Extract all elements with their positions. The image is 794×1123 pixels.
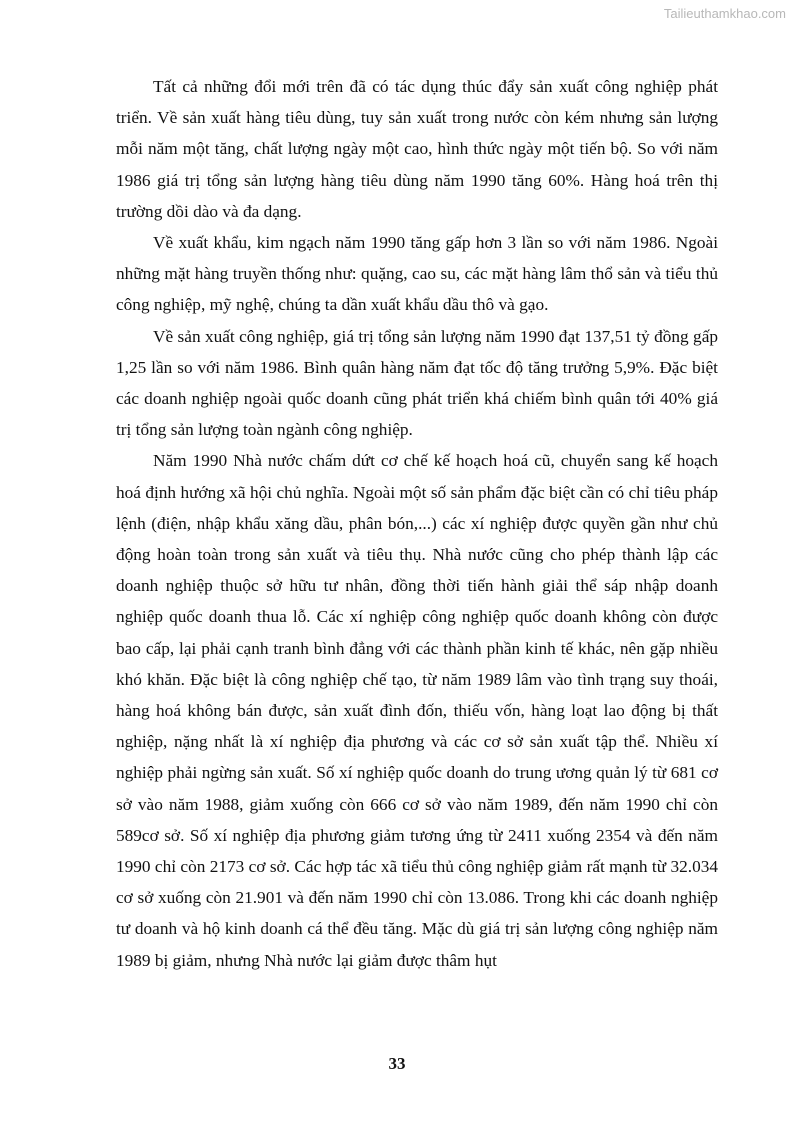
paragraph: Năm 1990 Nhà nước chấm dứt cơ chế kế hoạch hoá cũ, chuyển sang kế hoạch hoá định hướng xã hội chủ nghĩa. Ngoài một số sản phẩm đặc biệt cần có chỉ tiêu pháp lệnh (điện, nhập khẩu xăng dầu, phân bón,...) các xí nghiệp được quyền gần như chủ động hoàn toàn trong sản xuất và tiêu thụ. Nhà nước cũng cho phép thành lập các doanh nghiệp thuộc sở hữu tư nhân, đồng thời tiến hành giải thể sáp nhập doanh nghiệp quốc doanh thua lỗ. Các xí nghiệp công nghiệp quốc doanh không còn được bao cấp, lại phải cạnh tranh bình đẳng với các thành phần kinh tế khác, nên gặp nhiều khó khăn. Đặc biệt là công nghiệp chế tạo, từ năm 1989 lâm vào tình trạng suy thoái, hàng hoá không bán được, sản xuất đình đốn, thiếu vốn, hàng loạt lao động bị thất nghiệp, nặng nhất là xí nghiệp địa phương và các cơ sở sản xuất tập thể. Nhiều xí nghiệp phải ngừng sản xuất. Số xí nghiệp quốc doanh do trung ương quản lý từ 681 cơ sở vào năm 1988, giảm xuống còn 666 cơ sở vào năm 1989, đến năm 1990 chỉ còn 589cơ sở. Số xí nghiệp địa phương giảm tương ứng từ 2411 xuống 2354 và đến năm 1990 chỉ còn 2173 cơ sở. Các hợp tác xã tiểu thủ công nghiệp giảm rất mạnh từ 32.034 cơ sở xuống còn 21.901 và đến năm 1990 chỉ còn 13.086. Trong khi các doanh nghiệp tư doanh và hộ kinh doanh cá thể đều tăng. Mặc dù giá trị sản lượng công nghiệp năm 1989 bị giảm, nhưng Nhà nước lại giảm được thâm hụt — [116, 451, 718, 970]
paragraph: Tất cả những đổi mới trên đã có tác dụng thúc đẩy sản xuất công nghiệp phát triển. Về sản xuất hàng tiêu dùng, tuy sản xuất trong nước còn kém nhưng sản lượng mỗi năm một tăng, chất lượng ngày một cao, hình thức ngày một tiến bộ. So với năm 1986 giá trị tổng sản lượng hàng tiêu dùng năm 1990 tăng 60%. Hàng hoá trên thị trường dồi dào và đa dạng. — [116, 77, 718, 221]
paragraph: Về sản xuất công nghiệp, giá trị tổng sản lượng năm 1990 đạt 137,51 tỷ đồng gấp 1,25 lần so với năm 1986. Bình quân hàng năm đạt tốc độ tăng trưởng 5,9%. Đặc biệt các doanh nghiệp ngoài quốc doanh cũng phát triển khá chiếm bình quân tới 40% giá trị tổng sản lượng toàn ngành công nghiệp. — [116, 326, 718, 440]
page-number: 33 — [388, 1054, 406, 1073]
paragraph: Về xuất khẩu, kim ngạch năm 1990 tăng gấp hơn 3 lần so với năm 1986. Ngoài những mặt hàng truyền thống như: quặng, cao su, các mặt hàng lâm thổ sản và tiểu thủ công nghiệp, mỹ nghệ, chúng ta dần xuất khẩu dầu thô và gạo. — [116, 233, 718, 315]
document-body — [116, 71, 718, 976]
watermark-text: Tailieuthamkhao.com — [663, 6, 786, 21]
